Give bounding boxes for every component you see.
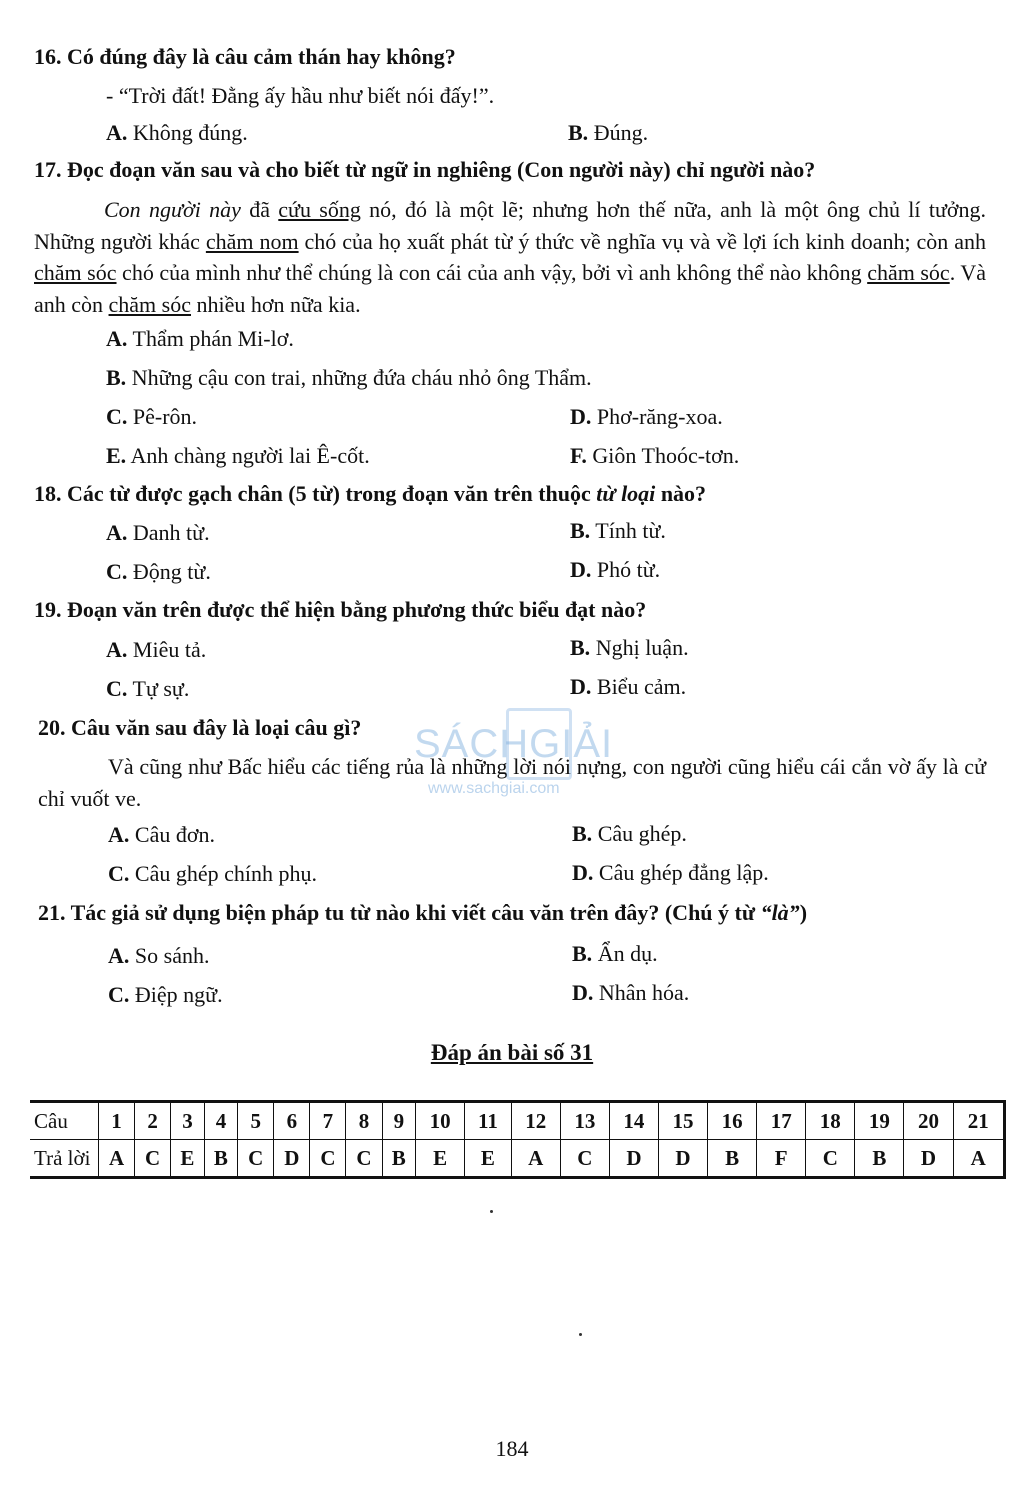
question-number-cell: 14 <box>609 1102 658 1140</box>
option-text: Câu ghép chính phụ. <box>134 861 317 886</box>
option-text: Phơ-răng-xoa. <box>596 404 723 429</box>
option-letter: A. <box>108 943 130 968</box>
title-text: nào? <box>655 481 707 506</box>
option-text: Câu đơn. <box>134 822 215 847</box>
title-text: 21. Tác giả sử dụng biện pháp tu từ nào khi viết câu văn trên đây? (Chú ý từ <box>38 900 761 925</box>
option-letter: A. <box>106 520 128 545</box>
question-17-option-d <box>570 404 723 430</box>
answer-letter-cell: C <box>560 1140 609 1178</box>
question-16-option-b <box>568 120 648 146</box>
option-text: Danh từ. <box>132 520 210 545</box>
option-text: Câu ghép đẳng lập. <box>598 860 769 885</box>
question-17-passage <box>34 194 986 320</box>
answer-letter-cell: D <box>609 1140 658 1178</box>
option-text: Pê-rôn. <box>132 404 198 429</box>
answer-letter-cell: C <box>346 1140 382 1178</box>
question-number-cell: 21 <box>953 1102 1004 1140</box>
question-18-option-a <box>106 520 210 546</box>
question-17-title: 17. Đọc đoạn văn sau và cho biết từ ngữ in nghiêng (Con người này) chỉ người nào? <box>34 157 816 182</box>
question-number-cell: 4 <box>204 1102 238 1140</box>
passage-text: nó, đó là một lẽ; nhưng hơn thế nữa, anh là một ông chủ lí tưởng. Những người khác <box>34 197 987 254</box>
passage-underlined-word: chăm sóc <box>34 260 117 285</box>
passage-underlined-word: chăm sóc <box>108 291 191 317</box>
option-text: Nghị luận. <box>595 635 689 660</box>
option-text: Không đúng. <box>132 120 248 145</box>
option-letter: B. <box>106 365 127 390</box>
option-letter: A. <box>106 637 128 662</box>
question-20-option-d <box>572 860 769 886</box>
question-16-option-a <box>106 120 248 146</box>
option-letter: D. <box>572 860 594 885</box>
option-letter: D. <box>572 980 594 1005</box>
option-text: Câu ghép. <box>597 821 687 846</box>
question-20-option-c <box>108 861 317 887</box>
question-number-cell: 20 <box>904 1102 953 1140</box>
title-italic: “là” <box>760 900 800 925</box>
answer-letter-cell: E <box>171 1140 205 1178</box>
question-18-option-d <box>570 557 660 583</box>
answer-key-title <box>0 1040 1024 1066</box>
answer-letter-cell: E <box>465 1140 512 1178</box>
option-letter: C. <box>108 861 130 886</box>
row-label: Trả lời <box>30 1140 99 1178</box>
answer-key-answer-row <box>30 1140 1005 1178</box>
question-21-title <box>38 900 807 926</box>
answer-key-table <box>30 1100 1006 1179</box>
question-number-cell: 6 <box>274 1102 310 1140</box>
question-21-option-b <box>572 941 658 967</box>
option-text: Phó từ. <box>596 557 661 582</box>
option-letter: D. <box>570 674 592 699</box>
option-text: So sánh. <box>134 943 210 968</box>
question-20-title: 20. Câu văn sau đây là loại câu gì? <box>38 715 362 740</box>
passage-text: . Và anh còn <box>34 260 987 317</box>
question-17-option-e <box>106 443 370 469</box>
question-number-cell: 7 <box>310 1102 346 1140</box>
option-letter: C. <box>108 982 130 1007</box>
question-number-cell: 9 <box>382 1102 416 1140</box>
option-letter: B. <box>572 941 593 966</box>
row-label: Câu <box>30 1102 99 1140</box>
print-speck <box>490 1210 493 1213</box>
page-number: 184 <box>495 1436 529 1461</box>
answer-letter-cell: C <box>135 1140 171 1178</box>
option-letter: C. <box>106 404 128 429</box>
answer-letter-cell: F <box>757 1140 806 1178</box>
question-16-quote: - “Trời đất! Đằng ấy hầu như biết nói đấy!”. <box>106 83 495 108</box>
answer-letter-cell: C <box>310 1140 346 1178</box>
passage-text: chó của mình như thể chúng là con cái của anh vậy, bởi vì anh không thể nào không <box>116 260 868 285</box>
question-number-cell: 10 <box>416 1102 465 1140</box>
question-19-option-d <box>570 674 686 700</box>
option-letter: D. <box>570 557 592 582</box>
answer-letter-cell: B <box>204 1140 238 1178</box>
question-number-cell: 3 <box>171 1102 205 1140</box>
question-16-title: 16. Có đúng đây là câu cảm thán hay không? <box>34 44 456 69</box>
option-text: Nhân hóa. <box>598 980 690 1005</box>
question-21-option-c <box>108 982 223 1008</box>
watermark-url: www.sachgiai.com <box>428 780 560 797</box>
answer-letter-cell: A <box>99 1140 135 1178</box>
option-letter: A. <box>106 120 128 145</box>
question-18-option-c <box>106 559 211 585</box>
option-letter: B. <box>570 518 591 543</box>
answer-key-title-text: Đáp án bài số 31 <box>430 1040 594 1065</box>
question-17-option-a <box>106 326 294 352</box>
answer-letter-cell: C <box>806 1140 855 1178</box>
option-text: Thẩm phán Mi-lơ. <box>132 326 294 351</box>
option-text: Những cậu con trai, những đứa cháu nhỏ ông Thẩm. <box>131 365 592 390</box>
question-20-option-b <box>572 821 687 847</box>
option-letter: A. <box>106 326 128 351</box>
question-number-cell: 12 <box>511 1102 560 1140</box>
question-number-cell: 17 <box>757 1102 806 1140</box>
option-letter: B. <box>570 635 591 660</box>
option-letter: D. <box>570 404 592 429</box>
option-text: Giôn Thoóc-tơn. <box>592 443 740 468</box>
passage-underlined-word: cứu sống <box>278 197 361 222</box>
answer-letter-cell: D <box>904 1140 953 1178</box>
option-text: Anh chàng người lai Ê-cốt. <box>130 443 370 468</box>
question-19-option-c <box>106 676 189 702</box>
question-number-cell: 15 <box>658 1102 707 1140</box>
answer-letter-cell: A <box>953 1140 1004 1178</box>
question-17-option-c <box>106 404 197 430</box>
question-17-option-f <box>570 443 739 469</box>
option-letter: B. <box>568 120 589 145</box>
option-letter: C. <box>106 676 128 701</box>
question-19-option-b <box>570 635 689 661</box>
option-text: Ẩn dụ. <box>597 941 658 966</box>
question-21-option-d <box>572 980 689 1006</box>
passage-text: Và cũng như Bấc hiểu các tiếng rủa là những lời nói nựng, con người cũng hiểu cái cắn vờ ấy là cử chỉ vuốt ve. <box>38 754 986 811</box>
title-text: ) <box>799 900 808 925</box>
print-speck <box>579 1333 582 1336</box>
option-letter: C. <box>106 559 128 584</box>
option-letter: B. <box>572 821 593 846</box>
option-text: Tự sự. <box>132 676 190 701</box>
title-text: 18. Các từ được gạch chân (5 từ) trong đoạn văn trên thuộc <box>34 481 597 506</box>
answer-letter-cell: D <box>274 1140 310 1178</box>
question-number-cell: 16 <box>708 1102 757 1140</box>
passage-underlined-word: chăm sóc <box>867 260 950 285</box>
passage-text: đã <box>240 197 279 222</box>
question-19-title: 19. Đoạn văn trên được thể hiện bằng phương thức biểu đạt nào? <box>34 597 647 622</box>
passage-text: nhiều hơn nữa kia. <box>191 291 361 317</box>
watermark-brand: SÁCHGIẢI <box>414 722 614 766</box>
passage-text: chó của họ xuất phát từ ý thức về nghĩa vụ và về lợi ích kinh doanh; còn anh <box>298 228 986 254</box>
answer-letter-cell: B <box>708 1140 757 1178</box>
answer-letter-cell: C <box>238 1140 274 1178</box>
passage-italic-phrase: Con người này <box>104 197 241 222</box>
answer-letter-cell: B <box>855 1140 904 1178</box>
question-18-option-b <box>570 518 666 544</box>
answer-letter-cell: A <box>511 1140 560 1178</box>
question-number-cell: 1 <box>99 1102 135 1140</box>
question-20-passage <box>38 751 986 814</box>
passage-underlined-word: chăm nom <box>205 228 299 254</box>
question-number-cell: 13 <box>560 1102 609 1140</box>
question-number-cell: 5 <box>238 1102 274 1140</box>
answer-letter-cell: D <box>658 1140 707 1178</box>
option-text: Đúng. <box>593 120 649 145</box>
question-number-cell: 8 <box>346 1102 382 1140</box>
question-19-option-a <box>106 637 206 663</box>
option-text: Miêu tả. <box>132 637 207 662</box>
question-17-option-b <box>106 365 592 391</box>
option-letter: A. <box>108 822 130 847</box>
answer-letter-cell: B <box>382 1140 416 1178</box>
question-20-option-a <box>108 822 215 848</box>
option-text: Biểu cảm. <box>596 674 687 699</box>
answer-key-question-row <box>30 1102 1005 1140</box>
question-21-option-a <box>108 943 209 969</box>
title-italic: từ loại <box>596 481 656 506</box>
question-number-cell: 2 <box>135 1102 171 1140</box>
question-number-cell: 18 <box>806 1102 855 1140</box>
option-text: Động từ. <box>132 559 211 584</box>
answer-letter-cell: E <box>416 1140 465 1178</box>
option-text: Điệp ngữ. <box>134 982 223 1007</box>
question-18-title <box>34 481 706 507</box>
option-letter: E. <box>106 443 127 468</box>
question-number-cell: 11 <box>465 1102 512 1140</box>
question-number-cell: 19 <box>855 1102 904 1140</box>
option-text: Tính từ. <box>595 518 666 543</box>
option-letter: F. <box>570 443 587 468</box>
